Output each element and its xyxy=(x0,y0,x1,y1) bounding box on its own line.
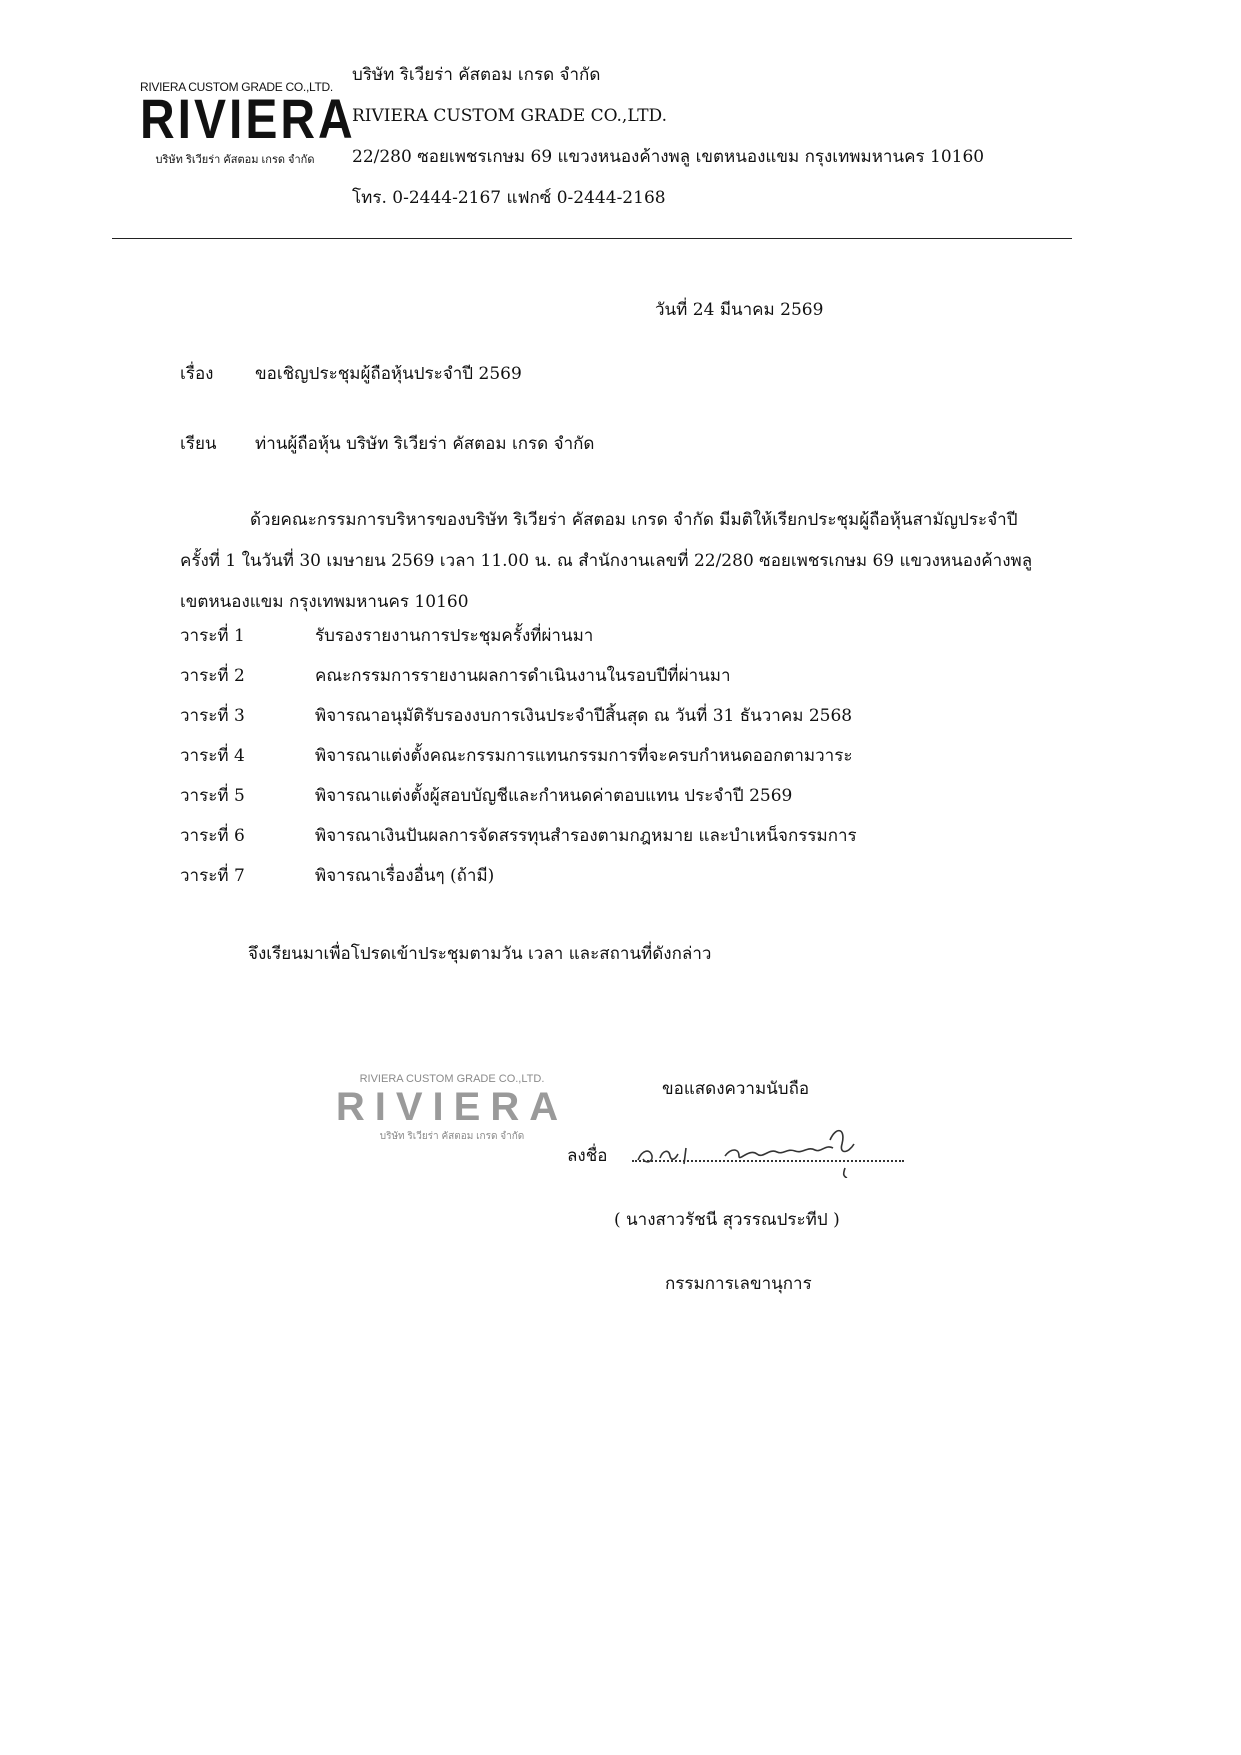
agenda-item xyxy=(180,822,1060,862)
agenda-text: รับรองรายงานการประชุมครั้งที่ผ่านมา xyxy=(315,626,594,646)
agenda-item xyxy=(180,622,1060,662)
subject-label: เรื่อง xyxy=(180,364,214,384)
agenda-number: วาระที่ 7 xyxy=(180,866,245,886)
body-paragraph xyxy=(180,500,1050,623)
agenda-list xyxy=(180,622,1060,902)
company-logo xyxy=(140,80,356,168)
letterhead-info xyxy=(352,60,984,224)
agenda-text: พิจารณาเรื่องอื่นๆ (ถ้ามี) xyxy=(315,866,495,886)
company-name-en: RIVIERA CUSTOM GRADE CO.,LTD. xyxy=(352,106,667,126)
handwritten-signature xyxy=(630,1118,930,1178)
agenda-number: วาระที่ 4 xyxy=(180,746,245,766)
agenda-text: คณะกรรมการรายงานผลการดำเนินงานในรอบปีที่ผ่านมา xyxy=(315,666,731,686)
agenda-number: วาระที่ 6 xyxy=(180,826,245,846)
agenda-number: วาระที่ 3 xyxy=(180,706,245,726)
letter-date: วันที่ 24 มีนาคม 2569 xyxy=(655,300,824,320)
closing-line: จึงเรียนมาเพื่อโปรดเข้าประชุมตามวัน เวลา และสถานที่ดังกล่าว xyxy=(248,944,712,964)
subject-text: ขอเชิญประชุมผู้ถือหุ้นประจำปี 2569 xyxy=(255,364,522,384)
agenda-text: พิจารณาเงินปันผลการจัดสรรทุนสำรองตามกฎหมาย และบำเหน็จกรรมการ xyxy=(315,826,857,846)
recipient-text: ท่านผู้ถือหุ้น บริษัท ริเวียร่า คัสตอม เกรด จำกัด xyxy=(255,434,595,454)
stamp-wordmark: RIVIERA xyxy=(335,1085,569,1129)
company-address: 22/280 ซอยเพชรเกษม 69 แขวงหนองค้างพลู เขตหนองแขม กรุงเทพมหานคร 10160 xyxy=(352,147,985,167)
recipient-label: เรียน xyxy=(180,434,217,454)
agenda-item xyxy=(180,662,1060,702)
agenda-number: วาระที่ 1 xyxy=(180,626,245,646)
subject-line xyxy=(180,360,522,387)
agenda-item xyxy=(180,742,1060,782)
stamp-bottom-text: บริษัท ริเวียร่า คัสตอม เกรด จำกัด xyxy=(379,1131,525,1142)
agenda-number: วาระที่ 5 xyxy=(180,786,245,806)
company-stamp xyxy=(322,1073,582,1144)
stamp-top-text: RIVIERA CUSTOM GRADE CO.,LTD. xyxy=(359,1073,545,1085)
logo-bottom-text: บริษัท ริเวียร่า คัสตอม เกรด จำกัด xyxy=(155,154,315,166)
sign-label: ลงชื่อ xyxy=(567,1146,608,1166)
agenda-text: พิจารณาอนุมัติรับรองงบการเงินประจำปีสิ้นสุด ณ วันที่ 31 ธันวาคม 2568 xyxy=(315,706,853,726)
body-text: ด้วยคณะกรรมการบริหารของบริษัท ริเวียร่า คัสตอม เกรด จำกัด มีมติให้เรียกประชุมผู้ถือหุ้นสามัญประจำปี ครั้งที่ 1 ในวันที่ 30 เมษายน 2569 เวลา 11.00 น. ณ สำนักงานเลขที่ 22/280 ซอยเพชรเกษม 69 แขวงหนองค้างพลู เขตหนองแขม กรุงเทพมหานคร 10160 xyxy=(180,510,1033,612)
agenda-number: วาระที่ 2 xyxy=(180,666,245,686)
agenda-text: พิจารณาแต่งตั้งผู้สอบบัญชีและกำหนดค่าตอบแทน ประจำปี 2569 xyxy=(315,786,793,806)
agenda-item xyxy=(180,702,1060,742)
company-name-th: บริษัท ริเวียร่า คัสตอม เกรด จำกัด xyxy=(352,65,601,85)
signatory-name: ( นางสาวรัชนี สุวรรณประทีป ) xyxy=(614,1210,840,1230)
regards-line: ขอแสดงความนับถือ xyxy=(662,1079,810,1099)
logo-wordmark: RIVIERA xyxy=(140,89,356,151)
agenda-text: พิจารณาแต่งตั้งคณะกรรมการแทนกรรมการที่จะครบกำหนดออกตามวาระ xyxy=(315,746,853,766)
signatory-title: กรรมการเลขานุการ xyxy=(665,1274,812,1294)
agenda-item xyxy=(180,862,1060,902)
letterhead-divider xyxy=(112,238,1072,239)
logo-top-text: RIVIERA CUSTOM GRADE CO.,LTD. xyxy=(140,80,333,94)
company-contact: โทร. 0-2444-2167 แฟกซ์ 0-2444-2168 xyxy=(352,188,666,208)
recipient-line xyxy=(180,430,594,457)
agenda-item xyxy=(180,782,1060,822)
